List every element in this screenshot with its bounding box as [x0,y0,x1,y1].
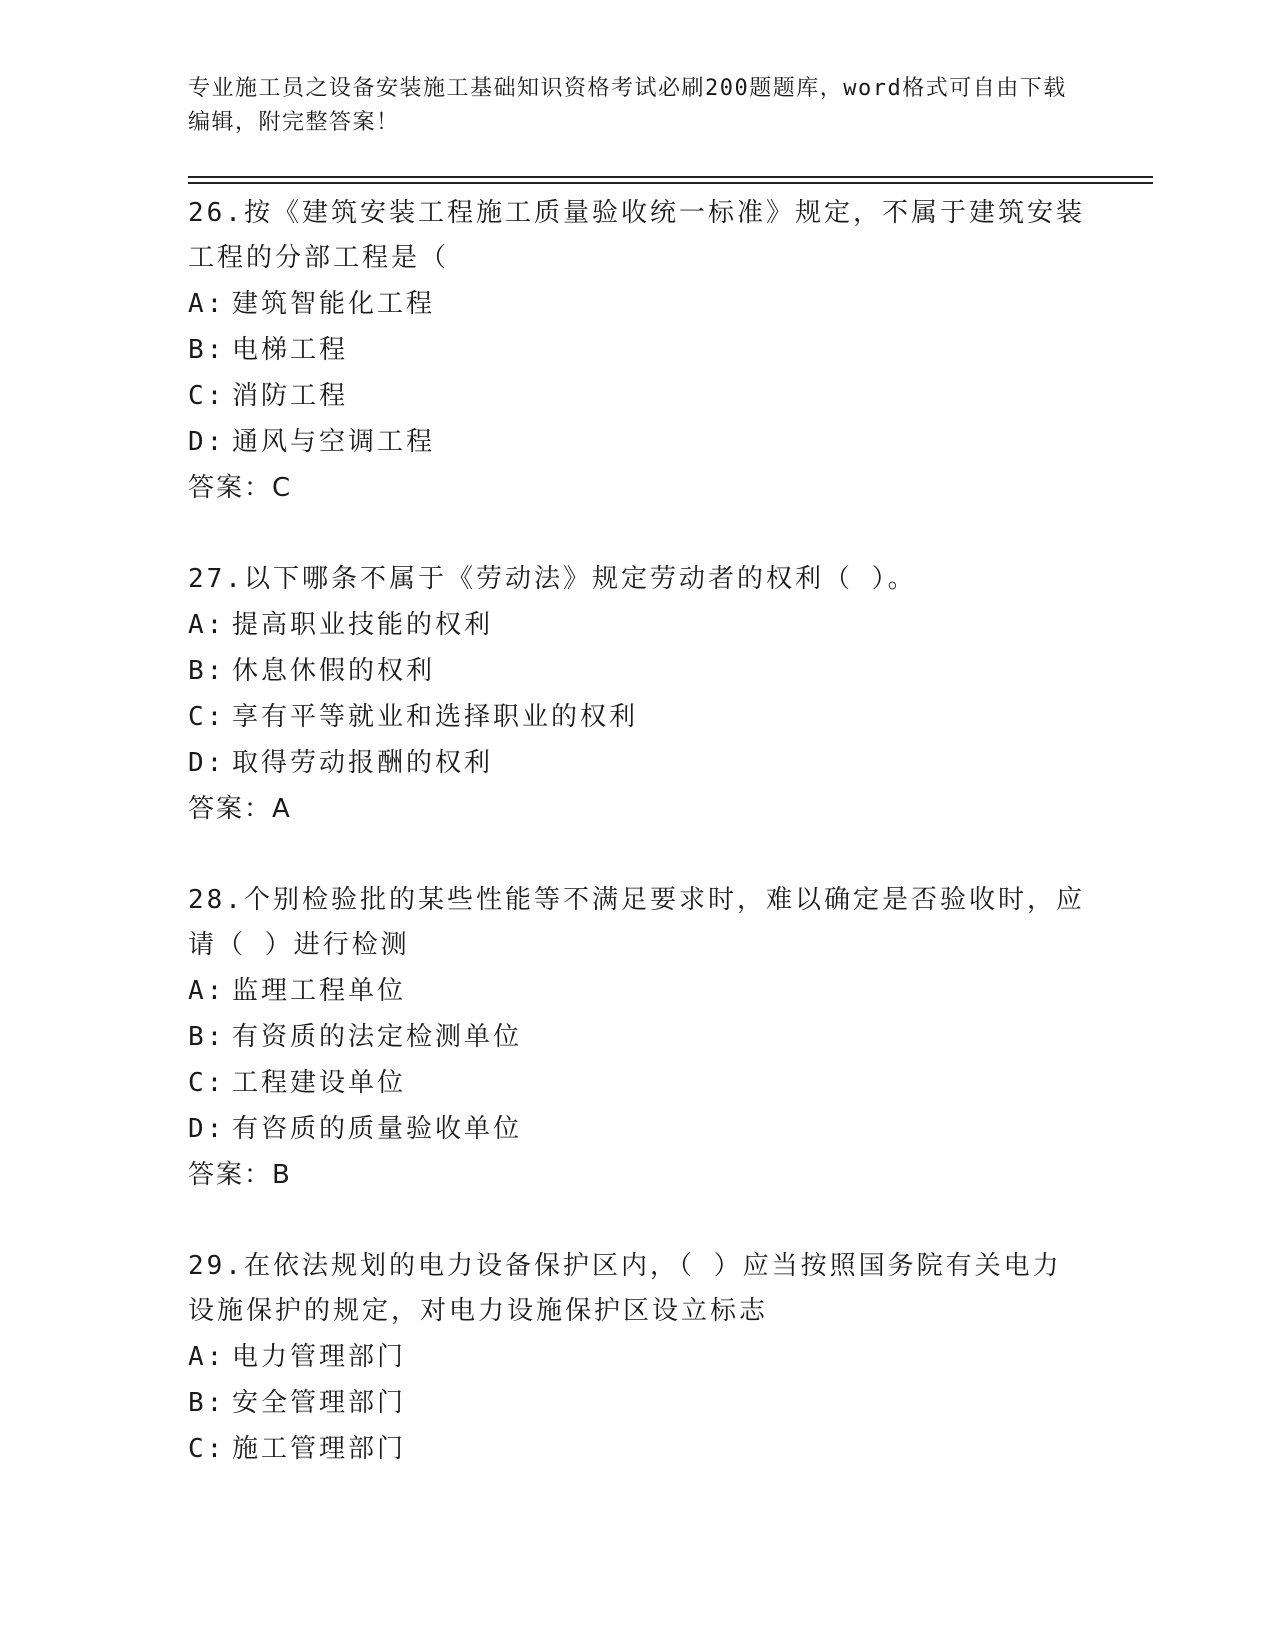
option-letter: C: [188,1434,226,1464]
option-text: 安全管理部门 [232,1388,407,1418]
option-letter: C: [188,702,226,732]
option-c [188,1060,1088,1106]
option-letter: B: [188,656,226,686]
option-a [188,1334,1088,1380]
option-a [188,602,1088,648]
option-letter: B: [188,1022,226,1052]
option-text: 取得劳动报酬的权利 [232,748,494,778]
option-text: 建筑智能化工程 [232,289,436,319]
question-text: 28.个别检验批的某些性能等不满足要求时，难以确定是否验收时，应请（ ）进行检测 [188,885,1085,960]
question-text: 29.在依法规划的电力设备保护区内，（ ）应当按照国务院有关电力设施保护的规定，对电力设施保护区设立标志 [188,1251,1062,1326]
option-text: 施工管理部门 [232,1434,407,1464]
question-27 [188,557,1088,832]
header-divider-top [188,176,1153,178]
option-c [188,1426,1088,1472]
option-text: 提高职业技能的权利 [232,610,494,640]
option-b [188,648,1088,694]
option-text: 通风与空调工程 [232,427,436,457]
option-letter: B: [188,1388,226,1418]
option-letter: D: [188,748,226,778]
option-text: 监理工程单位 [232,976,407,1006]
answer: 答案：C [188,473,293,503]
answer: 答案：A [188,794,292,824]
option-text: 工程建设单位 [232,1068,407,1098]
option-c [188,694,1088,740]
question-text: 26.按《建筑安装工程施工质量验收统一标准》规定，不属于建筑安装工程的分部工程是（ [188,198,1085,273]
option-b [188,1380,1088,1426]
question-list [188,191,1088,1518]
option-a [188,281,1088,327]
option-letter: D: [188,427,226,457]
document-header: 专业施工员之设备安装施工基础知识资格考试必刷200题题库，word格式可自由下载编辑，附完整答案！ [188,76,1067,135]
option-text: 电力管理部门 [232,1342,407,1372]
answer: 答案：B [188,1160,292,1190]
option-d [188,740,1088,786]
question-29 [188,1244,1088,1472]
option-letter: C: [188,381,226,411]
option-letter: A: [188,1342,226,1372]
option-letter: C: [188,1068,226,1098]
question-26 [188,191,1088,511]
option-letter: D: [188,1114,226,1144]
question-28 [188,878,1088,1198]
option-text: 享有平等就业和选择职业的权利 [232,702,639,732]
option-b [188,327,1088,373]
option-text: 有资质的法定检测单位 [232,1022,523,1052]
option-letter: A: [188,976,226,1006]
option-text: 电梯工程 [232,335,349,365]
option-letter: A: [188,610,226,640]
option-b [188,1014,1088,1060]
option-d [188,419,1088,465]
header-divider-bottom [188,182,1153,184]
option-text: 消防工程 [232,381,349,411]
option-a [188,968,1088,1014]
option-c [188,373,1088,419]
option-letter: B: [188,335,226,365]
option-text: 有咨质的质量验收单位 [232,1114,523,1144]
option-d [188,1106,1088,1152]
question-text: 27.以下哪条不属于《劳动法》规定劳动者的权利（ ）。 [188,564,917,594]
option-letter: A: [188,289,226,319]
option-text: 休息休假的权利 [232,656,436,686]
